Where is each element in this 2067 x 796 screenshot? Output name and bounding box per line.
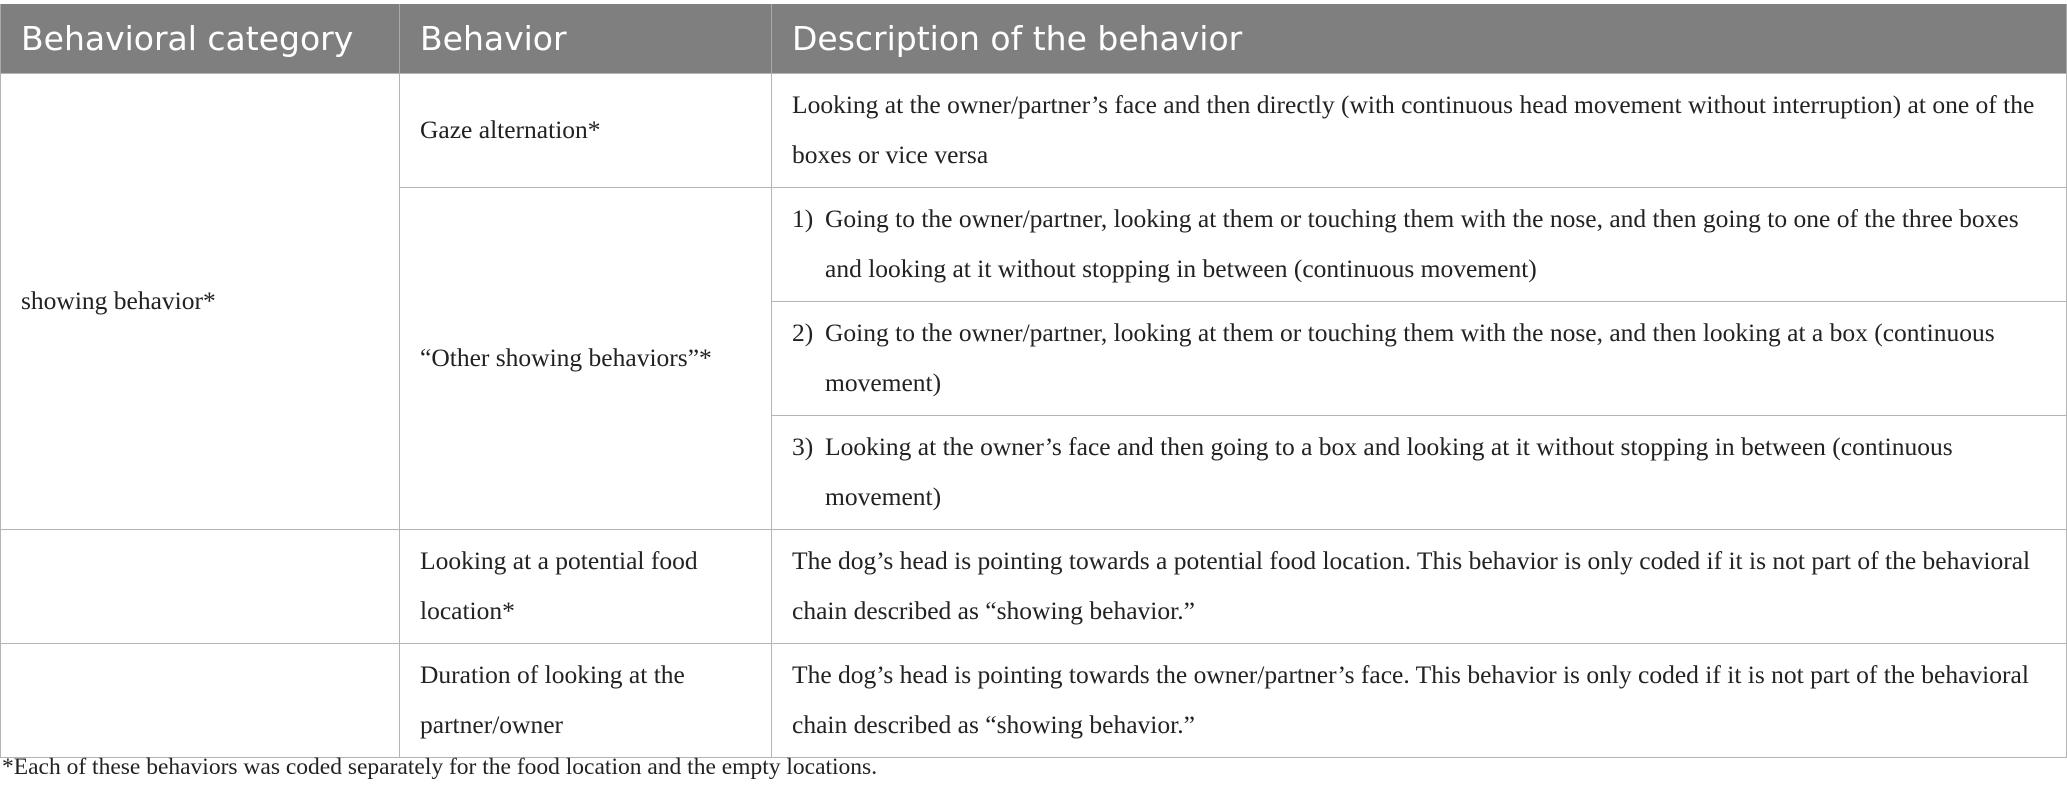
description-cell: The dog’s head is pointing towards a potential food location. This behavior is only coded if it is not part of the behavioral chain described as “showing behavior.” [772,530,2067,644]
table-footnote: *Each of these behaviors was coded separately for the food location and the empty locations. [2,754,878,780]
header-behavior: Behavior [400,4,772,74]
header-row [1,4,2067,74]
header-description: Description of the behavior [772,4,2067,74]
description-cell [772,416,2067,530]
item-text: Going to the owner/partner, looking at them or touching them with the nose, and then going to one of the three boxes and looking at it without stopping in between (continuous movement) [825,204,2019,283]
table-row [1,530,2067,644]
numbered-item [792,422,2046,522]
item-text: Looking at the owner’s face and then going to a box and looking at it without stopping in between (continuous movement) [825,432,1953,511]
behavior-cell: Gaze alternation* [400,74,772,188]
table-row [1,644,2067,758]
category-cell: showing behavior* [1,74,400,530]
table-row [1,74,2067,188]
description-cell [772,188,2067,302]
behavior-cell: Looking at a potential food location* [400,530,772,644]
item-number: 1) [792,204,814,233]
numbered-item [792,194,2046,294]
numbered-item [792,308,2046,408]
item-number: 3) [792,432,814,461]
category-cell [1,530,400,644]
behavior-cell: Duration of looking at the partner/owner [400,644,772,758]
description-cell: The dog’s head is pointing towards the owner/partner’s face. This behavior is only coded if it is not part of the behavioral chain described as “showing behavior.” [772,644,2067,758]
description-cell: Looking at the owner/partner’s face and then directly (with continuous head movement without interruption) at one of the boxes or vice versa [772,74,2067,188]
item-text: Going to the owner/partner, looking at them or touching them with the nose, and then looking at a box (continuous movement) [825,318,1995,397]
header-behavioral-category: Behavioral category [1,4,400,74]
behavior-table [0,4,2066,758]
category-cell [1,644,400,758]
item-number: 2) [792,318,814,347]
behavior-cell: “Other showing behaviors”* [400,188,772,530]
description-cell [772,302,2067,416]
